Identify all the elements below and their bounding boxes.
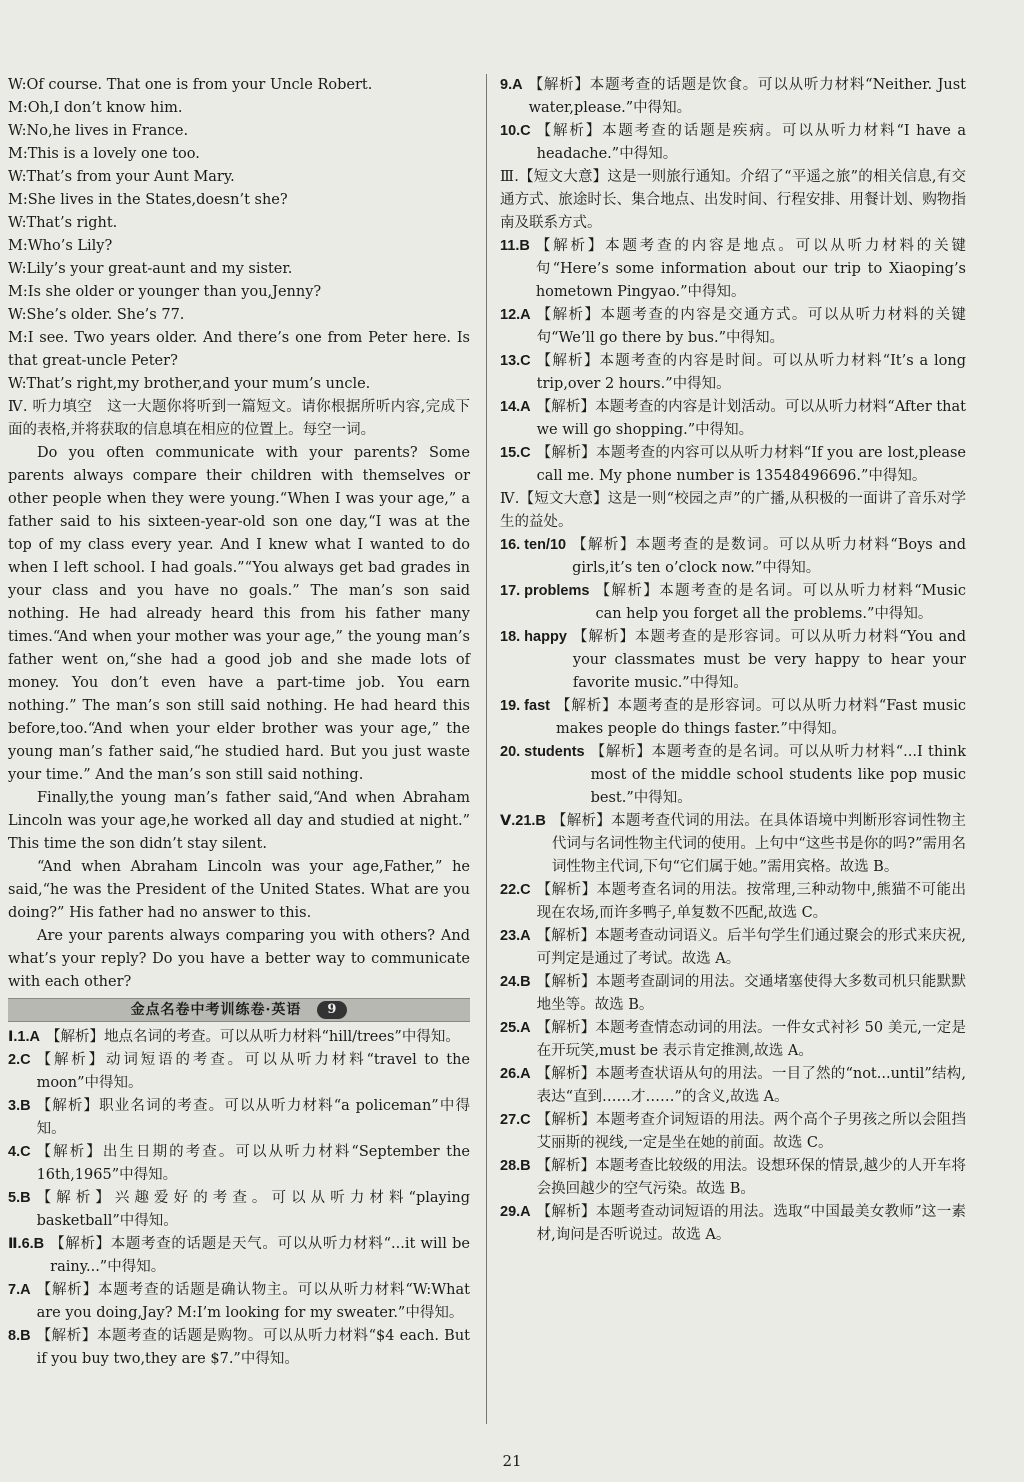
answer-label: 14.A [500,399,531,415]
answer-text: 【解析】出生日期的考查。可以从听力材料“September the 16th,1965”中得知。 [36,1144,470,1183]
answer-item [500,74,966,120]
left-column [8,74,470,1371]
section-4-summary: Ⅳ.【短文大意】这是一则“校园之声”的广播,从积极的一面讲了音乐对学生的益处。 [500,491,966,530]
answer-item [500,810,966,879]
answer-label: 29.A [500,1204,531,1220]
right-column [500,74,966,1247]
answer-text: 【解析】本题考查的内容是交通方式。可以从听力材料的关键句“We’ll go there by bus.”中得知。 [536,307,966,346]
answer-item [500,1155,966,1201]
answer-text: 【解析】本题考查的是形容词。可以从听力材料“Fast music makes people do things faster.”中得知。 [555,698,966,737]
answer-label: 3.B [8,1098,31,1114]
answer-item [500,235,966,304]
answer-text: 【解析】本题考查副词的用法。交通堵塞使得大多数司机只能默默地坐等。故选 B。 [536,974,966,1013]
banner-badge: 9 [317,1001,347,1019]
answer-label: 4.C [8,1144,31,1160]
answer-text: 【解析】本题考查的话题是疾病。可以从听力材料“I have a headache.”中得知。 [536,123,966,162]
answer-label: 12.A [500,307,531,323]
answer-label: 23.A [500,928,531,944]
answer-item [500,971,966,1017]
answer-text: 【解析】职业名词的考查。可以从听力材料“a policeman”中得知。 [36,1098,470,1137]
answer-item [500,741,966,810]
answer-label: 18. happy [500,629,567,645]
answer-item [8,1141,470,1187]
dialogue-line: M:I see. Two years older. And there’s one from Peter here. Is that great-uncle Peter? [8,330,470,369]
answer-text: 【解析】本题考查动词短语的用法。选取“中国最美女教师”这一素材,询问是否听说过。故选 A。 [536,1204,966,1243]
dialogue-line: M:This is a lovely one too. [8,146,200,162]
passage-paragraph: Do you often communicate with your parents? Some parents always compare their children with themselves or other people when they were young.“When I was your age,” a father said to his sixteen-year-old son one day,“I was at the top of my class every year. And I knew what I wanted to do when I left school. I had goals.”“You always get bad grades in your class and you have no goals.” The man’s son said nothing. He had already heard this from his father many times.“And when your mother was your age,” the young man’s father went on,“she had a good job and she made lots of money. You don’t even have a part-time job. You earn nothing.” The man’s son still said nothing. He had heard this before,too.“And when your elder brother was your age,” the young man’s father said,“he studied hard. But you just waste your time.” And the man’s son still said nothing. [8,445,470,783]
answer-text: 【解析】本题考查的话题是天气。可以从听力材料“...it will be rainy...”中得知。 [50,1236,470,1275]
dialogue-line: W:She’s older. She’s 77. [8,307,185,323]
answer-label: 28.B [500,1158,531,1174]
answer-label: 9.A [500,77,523,93]
answer-text: 【解析】本题考查的内容可以从听力材料“If you are lost,please call me. My phone number is 13548496696.”中得知。 [536,445,966,484]
dialogue-line: W:No,he lives in France. [8,123,189,139]
dialogue-line: M:Who’s Lily? [8,238,113,254]
answer-label: 2.C [8,1052,31,1068]
answer-item [8,1279,470,1325]
dialogue-line: M:Is she older or younger than you,Jenny? [8,284,322,300]
answer-item [500,350,966,396]
answers-left [8,1026,470,1371]
answer-label: 19. fast [500,698,550,714]
section-4-instructions: Ⅳ. 听力填空 这一大题你将听到一篇短文。请你根据所听内容,完成下面的表格,并将获取的信息填在相应的位置上。每空一词。 [8,399,470,438]
answer-item [8,1233,470,1279]
answer-item [500,1109,966,1155]
answer-item [500,1017,966,1063]
answer-label: 26.A [500,1066,531,1082]
answer-text: 【解析】本题考查的内容是地点。可以从听力材料的关键句“Here’s some information about our trip to Xiaoping’s hometown Pingyao.”中得知。 [535,238,966,300]
answer-item [500,1063,966,1109]
answer-text: 【解析】本题考查的话题是确认物主。可以从听力材料“W:What are you doing,Jay? M:I’m looking for my sweater.”中得知。 [36,1282,470,1321]
answer-text: 【解析】本题考查的话题是饮食。可以从听力材料“Neither. Just water,please.”中得知。 [528,77,966,116]
dialogue-line: W:That’s right,my brother,and your mum’s uncle. [8,376,371,392]
answer-item [500,695,966,741]
answer-text: 【解析】本题考查的是名词。可以从听力材料“...I think most of the middle school students like pop music best.”中得知。 [590,744,966,806]
answer-item [500,879,966,925]
answer-text: 【解析】本题考查的是形容词。可以从听力材料“You and your classmates must be very happy to hear your favorite music.”中得知。 [572,629,966,691]
answer-text: 【解析】本题考查动词语义。后半句学生们通过聚会的形式来庆祝,可判定是通过了考试。故选 A。 [536,928,966,967]
answer-text: 【解析】本题考查的是数词。可以从听力材料“Boys and girls,it’s ten o’clock now.”中得知。 [572,537,966,576]
answer-label: 5.B [8,1190,31,1206]
answer-item [8,1026,470,1049]
passage [8,442,470,994]
dialogue-line: W:Of course. That one is from your Uncle Robert. [8,77,373,93]
answer-label: 7.A [8,1282,31,1298]
answer-item [8,1095,470,1141]
answer-text: 【解析】本题考查的内容是计划活动。可以从听力材料“After that we will go shopping.”中得知。 [536,399,966,438]
answer-text: 【解析】本题考查介词短语的用法。两个高个子男孩之所以会阻挡艾丽斯的视线,一定是坐在她的前面。故选 C。 [536,1112,966,1151]
dialogue-block [8,74,470,396]
answer-label: Ⅴ.21.B [500,813,546,829]
page-number: 21 [502,1452,522,1470]
answer-text: 【解析】本题考查的内容是时间。可以从听力材料“It’s a long trip,over 2 hours.”中得知。 [536,353,966,392]
answer-label: Ⅱ.6.B [8,1236,45,1252]
banner-title: 金点名卷中考训练卷·英语 [130,1002,302,1018]
section-3-summary: Ⅲ.【短文大意】这是一则旅行通知。介绍了“平遥之旅”的相关信息,有交通方式、旅途时长、集合地点、出发时间、行程安排、用餐计划、购物指南及联系方式。 [500,169,966,231]
answer-label: Ⅰ.1.A [8,1029,40,1045]
answer-item [8,1187,470,1233]
dialogue-line: W:Lily’s your great-aunt and my sister. [8,261,293,277]
answer-label: 16. ten/10 [500,537,567,553]
answer-label: 10.C [500,123,531,139]
answer-label: 27.C [500,1112,531,1128]
answer-label: 24.B [500,974,531,990]
answer-item [500,626,966,695]
answer-text: 【解析】本题考查的是名词。可以从听力材料“Music can help you forget all the problems.”中得知。 [595,583,966,622]
dialogue-line: M:Oh,I don’t know him. [8,100,183,116]
answer-item [500,120,966,166]
answer-label: 8.B [8,1328,31,1344]
dialogue-line: M:She lives in the States,doesn’t she? [8,192,288,208]
answer-label: 20. students [500,744,585,760]
answer-item [8,1049,470,1095]
exam-banner [8,998,470,1022]
answer-item [500,304,966,350]
answer-text: 【解析】本题考查的话题是购物。可以从听力材料“$4 each. But if you buy two,they are $7.”中得知。 [36,1328,470,1367]
answer-item [8,1325,470,1371]
passage-paragraph: Finally,the young man’s father said,“And when Abraham Lincoln was your age,he worked all day and studied at night.” This time the son didn’t stay silent. [8,790,470,852]
answer-label: 25.A [500,1020,531,1036]
answer-item [500,534,966,580]
answer-label: 17. problems [500,583,590,599]
answer-text: 【解析】动词短语的考查。可以从听力材料“travel to the moon”中得知。 [36,1052,470,1091]
answer-label: 15.C [500,445,531,461]
answer-text: 【解析】地点名词的考查。可以从听力材料“hill/trees”中得知。 [46,1029,460,1045]
answer-item [500,442,966,488]
passage-paragraph: Are your parents always comparing you with others? And what’s your reply? Do you have a better way to communicate with each other? [8,928,470,990]
answer-item [500,925,966,971]
answer-text: 【解析】本题考查名词的用法。按常理,三种动物中,熊猫不可能出现在农场,而许多鸭子,单复数不匹配,故选 C。 [536,882,966,921]
answer-text: 【解析】本题考查代词的用法。在具体语境中判断形容词性物主代词与名词性物主代词的使用。上句中“这些书是你的吗?”需用名词性物主代词,下句“它们属于她。”需用宾格。故选 B。 [551,813,966,875]
answer-label: 11.B [500,238,530,254]
dialogue-line: W:That’s right. [8,215,118,231]
answer-text: 【解析】本题考查状语从句的用法。一目了然的“not...until”结构,表达“直到……才……”的含义,故选 A。 [536,1066,966,1105]
answer-text: 【解析】本题考查情态动词的用法。一件女式衬衫 50 美元,一定是在开玩笑,must be 表示肯定推测,故选 A。 [536,1020,966,1059]
answer-item [500,1201,966,1247]
answer-text: 【解析】本题考查比较级的用法。设想环保的情景,越少的人开车将会换回越少的空气污染。故选 B。 [536,1158,966,1197]
passage-paragraph: “And when Abraham Lincoln was your age,Father,” he said,“he was the President of the United States. What are you doing?” His father had no answer to this. [8,859,470,921]
answer-label: 13.C [500,353,531,369]
answer-text: 【解析】兴趣爱好的考查。可以从听力材料“playing basketball”中得知。 [36,1190,470,1229]
answer-label: 22.C [500,882,531,898]
dialogue-line: W:That’s from your Aunt Mary. [8,169,235,185]
answer-item [500,580,966,626]
answer-item [500,396,966,442]
